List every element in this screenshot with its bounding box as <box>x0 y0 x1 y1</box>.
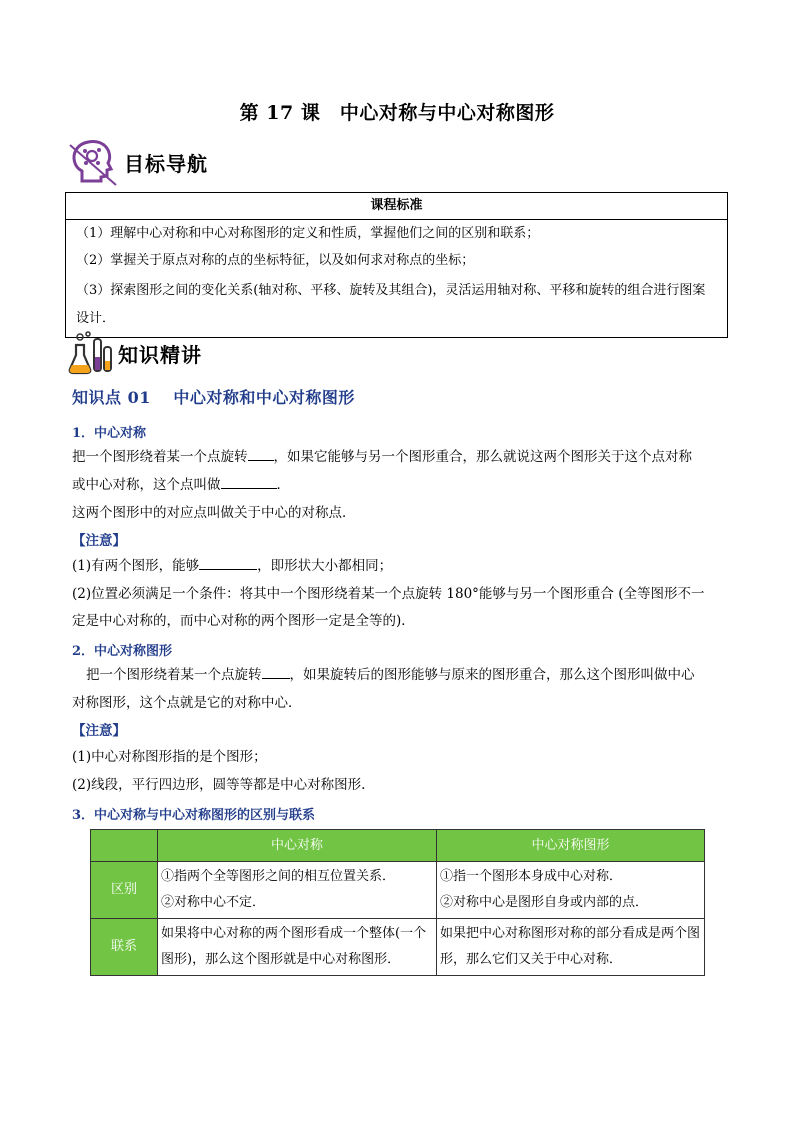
fill-blank[interactable] <box>199 555 257 570</box>
text-segment: ，即形状大小都相同； <box>257 558 393 574</box>
comparison-table <box>90 829 705 976</box>
table-header-symmetric-figure: 中心对称图形 <box>437 830 705 862</box>
subheading-comparison: 3．中心对称与中心对称图形的区别与联系 <box>72 808 316 823</box>
note-label-2: 【注意】 <box>72 723 126 739</box>
text-segment: ，如果它能够与另一个图形重合，那么就说这两个图形关于这个点对称 <box>273 449 692 465</box>
paragraph-central-symmetry-2 <box>72 471 727 499</box>
standards-header: 课程标准 <box>66 193 728 220</box>
note-label-1: 【注意】 <box>72 533 126 549</box>
section-label-goals: 目标导航 <box>124 151 208 176</box>
standard-item-3: （3）探索图形之间的变化关系(轴对称、平移、旋转及其组合)，灵活运用轴对称、平移和旋转的组合进行图案设计． <box>76 283 706 326</box>
note-1-item-1 <box>72 552 727 580</box>
fill-blank[interactable] <box>248 446 274 461</box>
table-cell: 如果将中心对称的两个图形看成一个整体(一个图形)，那么这个图形就是中心对称图形． <box>158 919 437 976</box>
table-cell <box>437 862 705 919</box>
standard-item-2: （2）掌握关于原点对称的点的坐标特征，以及如何求对称点的坐标； <box>76 253 475 268</box>
cell-line: ②对称中心是图形自身或内部的点． <box>440 895 649 910</box>
lab-flask-icon <box>68 331 114 375</box>
row-head-difference: 区别 <box>91 862 158 919</box>
table-header-central-symmetry: 中心对称 <box>158 830 437 862</box>
standard-item-1: （1）理解中心对称和中心对称图形的定义和性质，掌握他们之间的区别和联系； <box>76 226 540 241</box>
section-label-knowledge: 知识精讲 <box>118 342 202 367</box>
text-segment: 或中心对称，这个点叫做 <box>72 477 221 493</box>
cell-line: ①指两个全等图形之间的相互位置关系． <box>161 869 396 884</box>
fill-blank[interactable] <box>221 474 277 489</box>
note-1-item-2a: (2)位置必须满足一个条件：将其中一个图形绕着某一个点旋转 180°能够与另一个图形重合 (全等图形不一 <box>72 586 705 602</box>
table-row <box>91 862 705 919</box>
row-head-relation: 联系 <box>91 919 158 976</box>
fill-blank[interactable] <box>262 664 290 679</box>
knowledge-point-title: 知识点 01 中心对称和中心对称图形 <box>72 388 355 407</box>
text-segment: ，如果旋转后的图形能够与原来的图形重合，那么这个图形叫做中心 <box>289 667 695 683</box>
note-1-item-2b: 定是中心对称的，而中心对称的两个图形一定是全等的)． <box>72 613 415 629</box>
table-cell <box>158 862 437 919</box>
text-segment: 把一个图形绕着某一个点旋转 <box>86 667 262 683</box>
page-title: 第 17 课 中心对称与中心对称图形 <box>239 102 555 124</box>
paragraph-central-symmetry-1 <box>72 443 727 471</box>
head-brain-icon <box>68 137 120 187</box>
cell-line: ①指一个图形本身成中心对称． <box>440 869 623 884</box>
text-segment: (1)有两个图形，能够 <box>72 558 200 574</box>
cell-line: ②对称中心不定． <box>161 895 266 910</box>
standards-table <box>65 192 728 338</box>
subheading-central-symmetry: 1．中心对称 <box>72 426 147 441</box>
section-header-knowledge <box>68 331 202 375</box>
section-header-goals <box>68 137 208 187</box>
text-segment: 把一个图形绕着某一个点旋转 <box>72 449 248 465</box>
text-segment: ． <box>276 477 290 493</box>
standards-body <box>66 220 728 338</box>
table-row <box>91 919 705 976</box>
table-cell: 如果把中心对称图形对称的部分看成是两个图形，那么它们又关于中心对称． <box>437 919 705 976</box>
paragraph-central-symmetry-3: 这两个图形中的对应点叫做关于中心的对称点． <box>72 505 356 521</box>
table-corner <box>91 830 158 862</box>
paragraph-symmetric-figure-2: 对称图形，这个点就是它的对称中心． <box>72 695 302 711</box>
paragraph-symmetric-figure-1 <box>86 661 727 689</box>
note-2-item-1: (1)中心对称图形指的是个图形； <box>72 749 267 765</box>
note-2-item-2: (2)线段，平行四边形，圆等等都是中心对称图形. <box>72 777 366 793</box>
subheading-central-symmetric-figure: 2．中心对称图形 <box>72 644 173 659</box>
